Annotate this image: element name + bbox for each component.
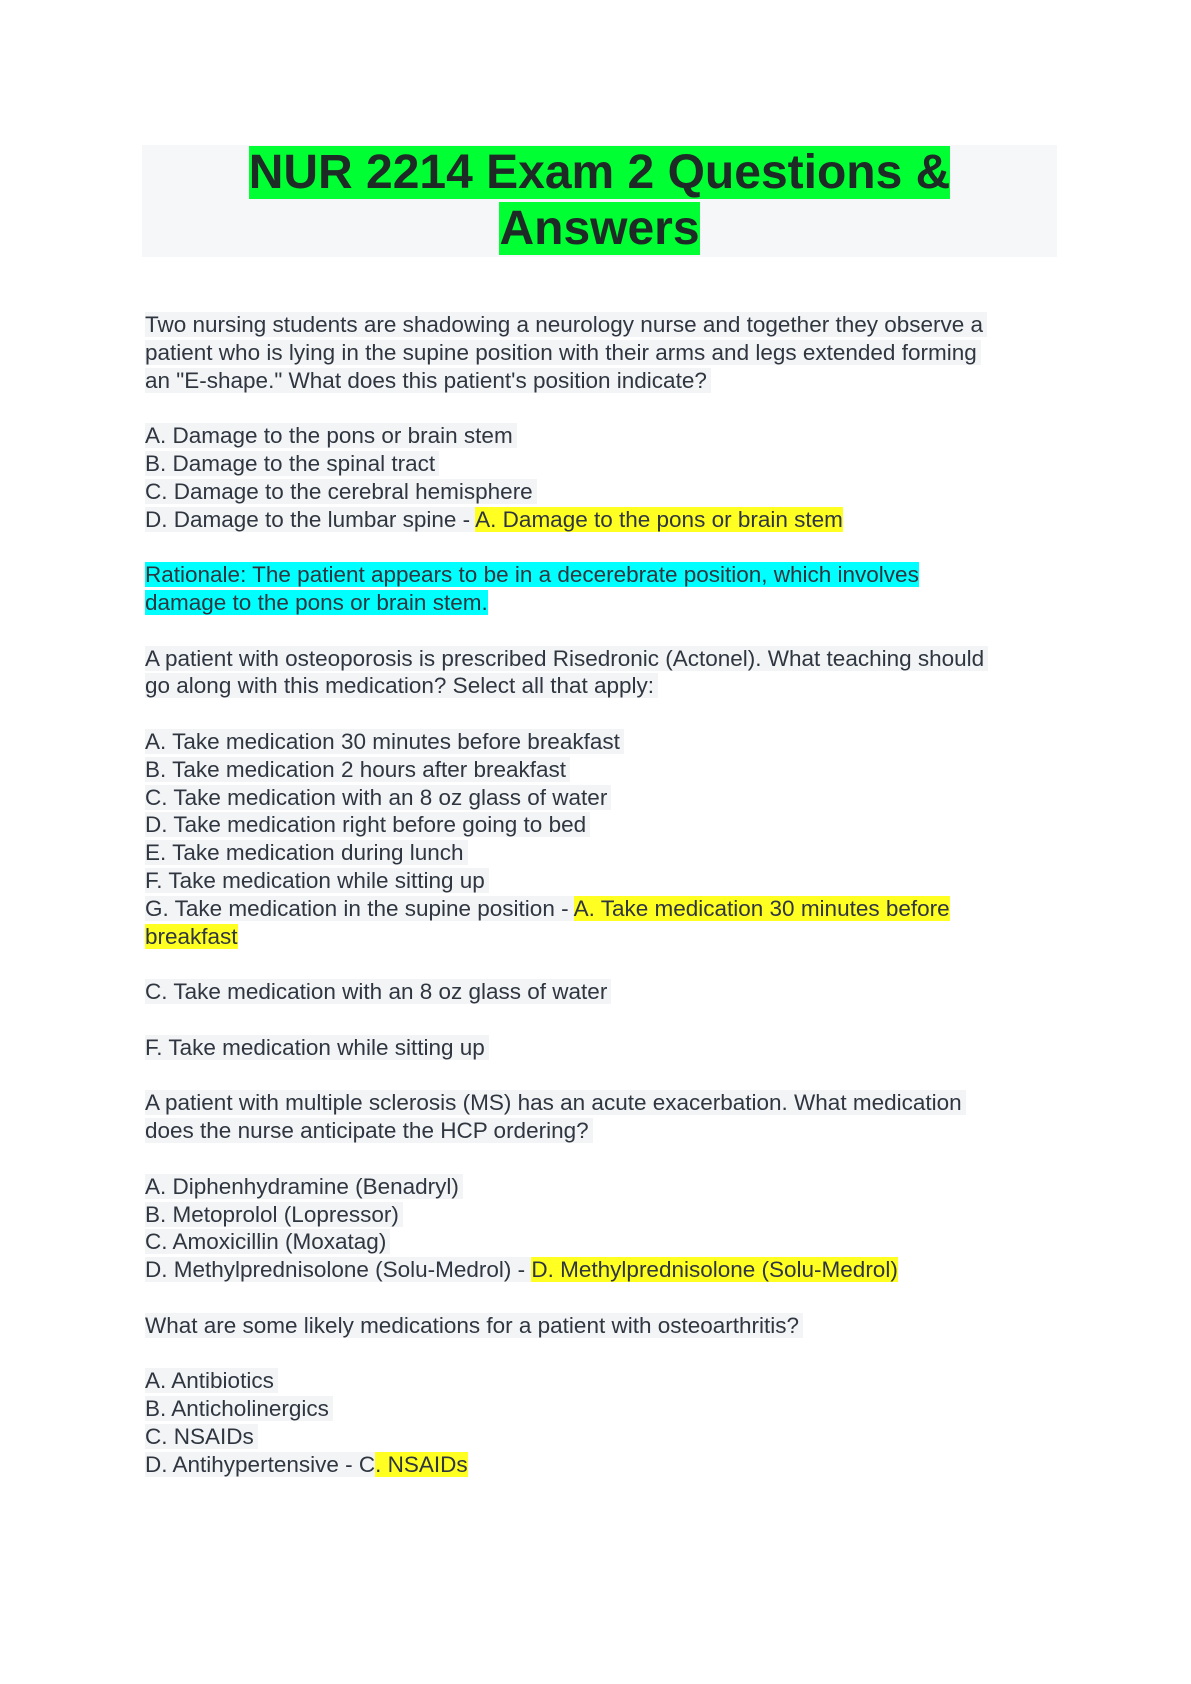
answer-option: C. Take medication with an 8 oz glass of water [145,785,611,810]
question-3 [145,1089,1065,1284]
answer-option: A. Take medication 30 minutes before breakfast [145,729,624,754]
answer-option: B. Anticholinergics [145,1396,333,1421]
additional-answer: F. Take medication while sitting up [145,1035,489,1060]
rationale-line: damage to the pons or brain stem. [145,589,488,615]
answer-option: A. Diphenhydramine (Benadryl) [145,1174,463,1199]
question-stem-line: Two nursing students are shadowing a neurology nurse and together they observe a [145,312,987,337]
correct-answer-continued: breakfast [145,923,238,949]
question-stem-line: patient who is lying in the supine position with their arms and legs extended forming [145,340,981,365]
answer-option: F. Take medication while sitting up [145,868,489,893]
answer-option: D. Methylprednisolone (Solu-Medrol) - [145,1257,532,1283]
question-stem-line: go along with this medication? Select all that apply: [145,673,658,698]
question-2 [145,645,1065,1062]
answer-option: D. Take medication right before going to bed [145,812,590,837]
answer-option: G. Take medication in the supine position - [145,895,574,921]
answer-option: D. Damage to the lumbar spine - [145,506,476,532]
rationale-line: Rationale: The patient appears to be in a decerebrate position, which involves [145,562,919,588]
answer-option: A. Antibiotics [145,1368,278,1393]
answer-option: C. NSAIDs [145,1424,258,1449]
question-stem-line: does the nurse anticipate the HCP ordering? [145,1118,593,1143]
question-stem-line: A patient with osteoporosis is prescribed Risedronic (Actonel). What teaching should [145,646,988,671]
answer-option: D. Antihypertensive - C [145,1451,376,1477]
question-stem-line: A patient with multiple sclerosis (MS) has an acute exacerbation. What medication [145,1090,966,1115]
document-body [145,311,1065,1478]
correct-answer: . NSAIDs [375,1451,468,1477]
question-4 [145,1312,1065,1479]
correct-answer: A. Damage to the pons or brain stem [475,506,843,532]
answer-option: B. Damage to the spinal tract [145,451,439,476]
correct-answer: A. Take medication 30 minutes before [573,895,950,921]
title-line-1: NUR 2214 Exam 2 Questions & [248,146,951,199]
answer-option: C. Amoxicillin (Moxatag) [145,1229,390,1254]
answer-option: B. Take medication 2 hours after breakfast [145,757,570,782]
title-line-2: Answers [499,202,700,255]
answer-option: C. Damage to the cerebral hemisphere [145,479,537,504]
document-title [142,145,1057,257]
title-box [142,145,1057,257]
question-1 [145,311,1065,617]
answer-option: E. Take medication during lunch [145,840,468,865]
answer-option: A. Damage to the pons or brain stem [145,423,517,448]
question-stem-line: an "E-shape." What does this patient's position indicate? [145,368,711,393]
correct-answer: D. Methylprednisolone (Solu-Medrol) [531,1257,898,1283]
additional-answer: C. Take medication with an 8 oz glass of water [145,979,611,1004]
question-stem-line: What are some likely medications for a patient with osteoarthritis? [145,1313,803,1338]
answer-option: B. Metoprolol (Lopressor) [145,1202,403,1227]
